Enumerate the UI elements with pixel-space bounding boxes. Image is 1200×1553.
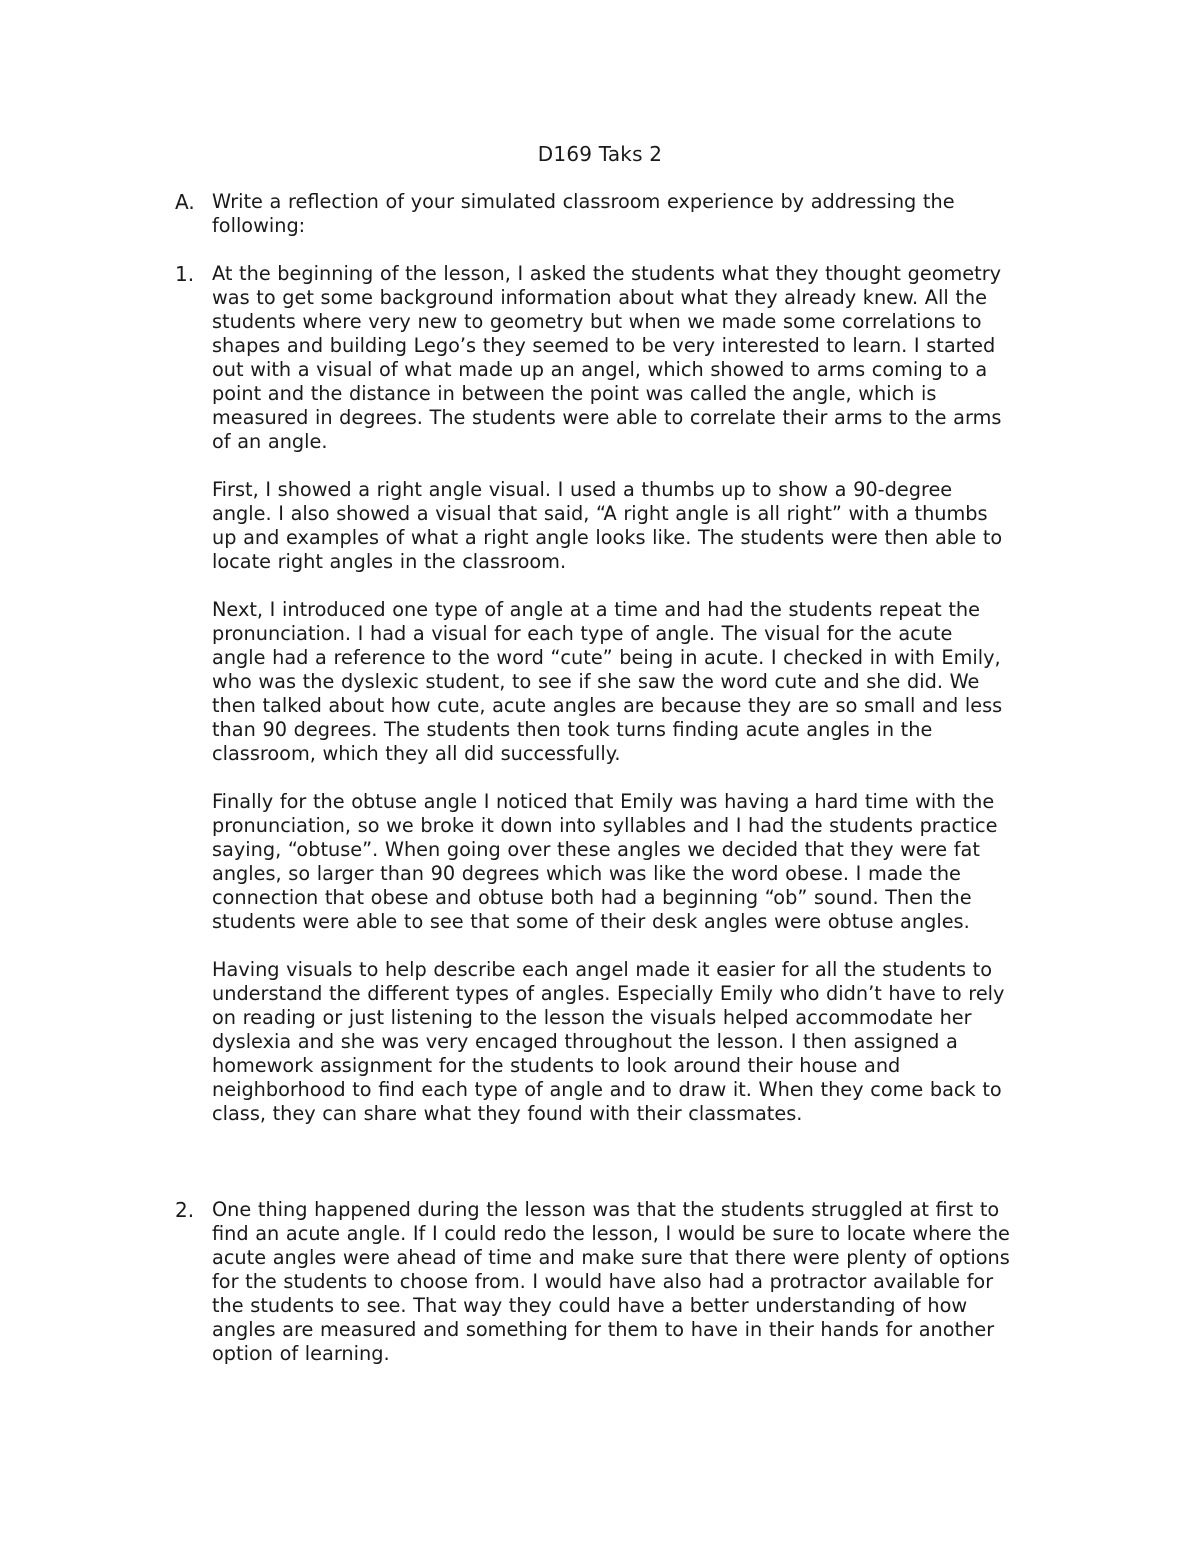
- item-1-paragraph-intro: At the beginning of the lesson, I asked the students what they thought geometry was to get some background information about what they already knew. All the students where very new to geometry but when we made some correlations to shapes and building Lego’s they seemed to be very interested to learn. I started out with a visual of what made up an angel, which showed to arms coming to a point and the distance in between the point was called the angle, which is measured in degrees. The students were able to correlate their arms to the arms of an angle.: [212, 262, 1002, 453]
- item-1-paragraph-obtuse-angle: Finally for the obtuse angle I noticed that Emily was having a hard time with the pronunciation, so we broke it down into syllables and I had the students practice saying, “obtuse”. When going over these angles we decided that they were fat angles, so larger than 90 degrees which was like the word obese. I made the connection that obese and obtuse both had a beginning “ob” sound. Then the students were able to see that some of their desk angles were obtuse angles.: [212, 790, 998, 933]
- item-2-marker: 2.: [175, 1198, 195, 1222]
- item-2-paragraph: One thing happened during the lesson was that the students struggled at first to find an acute angle. If I could redo the lesson, I would be sure to locate where the acute angles were ahead of time and make sure that there were plenty of options for the students to choose from. I would have also had a protractor available for the students to see. That way they could have a better understanding of how angles are measured and something for them to have in their hands for another option of learning.: [212, 1198, 1010, 1365]
- answer-item-1: [175, 262, 1065, 1126]
- section-a-marker: A.: [175, 190, 195, 214]
- item-1-marker: 1.: [175, 262, 195, 286]
- section-a: [175, 190, 1065, 238]
- item-1-paragraph-right-angle: First, I showed a right angle visual. I used a thumbs up to show a 90-degree angle. I also showed a visual that said, “A right angle is all right” with a thumbs up and examples of what a right angle looks like. The students were then able to locate right angles in the classroom.: [212, 478, 1003, 573]
- item-1-paragraph-conclusion: Having visuals to help describe each angel made it easier for all the students to understand the different types of angles. Especially Emily who didn’t have to rely on reading or just listening to the lesson the visuals helped accommodate her dyslexia and she was very encaged throughout the lesson. I then assigned a homework assignment for the students to look around their house and neighborhood to find each type of angle and to draw it. When they come back to class, they can share what they found with their classmates.: [212, 958, 1005, 1125]
- item-1-paragraph-acute-angle: Next, I introduced one type of angle at a time and had the students repeat the pronunciation. I had a visual for each type of angle. The visual for the acute angle had a reference to the word “cute” being in acute. I checked in with Emily, who was the dyslexic student, to see if she saw the word cute and she did. We then talked about how cute, acute angles are because they are so small and less than 90 degrees. The students then took turns finding acute angles in the classroom, which they all did successfully.: [212, 598, 1003, 765]
- document-title: D169 Taks 2: [537, 142, 663, 166]
- answer-item-2: [175, 1198, 1065, 1366]
- section-a-prompt: Write a reflection of your simulated classroom experience by addressing the following:: [212, 190, 955, 237]
